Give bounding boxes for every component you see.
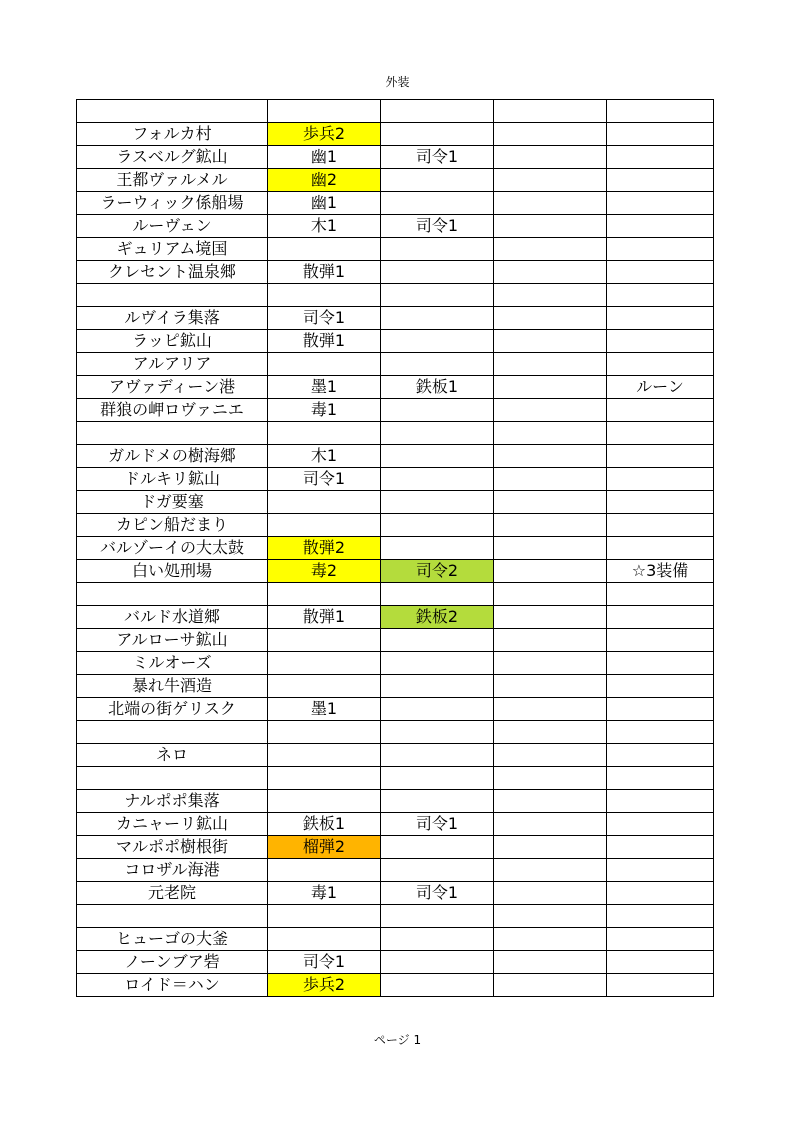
equip-cell-2[interactable]	[381, 675, 494, 698]
equip-cell-3[interactable]	[494, 537, 607, 560]
note-cell[interactable]	[607, 445, 714, 468]
equip-cell-1[interactable]: 木1	[268, 445, 381, 468]
note-cell[interactable]	[607, 330, 714, 353]
location-cell[interactable]: ミルオーズ	[77, 652, 268, 675]
note-cell[interactable]	[607, 192, 714, 215]
note-cell[interactable]	[607, 399, 714, 422]
table-row	[77, 928, 714, 951]
equip-cell-1[interactable]	[268, 859, 381, 882]
note-cell[interactable]	[607, 744, 714, 767]
table-row	[77, 376, 714, 399]
note-cell[interactable]	[607, 261, 714, 284]
equip-cell-3[interactable]	[494, 353, 607, 376]
equip-cell-1[interactable]: 墨1	[268, 376, 381, 399]
equip-cell-3[interactable]	[494, 123, 607, 146]
location-cell[interactable]: 王都ヴァルメル	[77, 169, 268, 192]
note-cell[interactable]	[607, 859, 714, 882]
note-cell[interactable]	[607, 698, 714, 721]
table-row	[77, 353, 714, 376]
table-row	[77, 100, 714, 123]
equip-cell-1[interactable]	[268, 353, 381, 376]
spreadsheet-body	[77, 100, 714, 997]
equip-cell-2[interactable]	[381, 192, 494, 215]
equip-cell-1[interactable]: 司令1	[268, 307, 381, 330]
equip-cell-3[interactable]	[494, 606, 607, 629]
equip-cell-3[interactable]	[494, 859, 607, 882]
equip-cell-1[interactable]: 毒1	[268, 399, 381, 422]
equip-cell-1[interactable]: 幽1	[268, 192, 381, 215]
table-row	[77, 698, 714, 721]
equip-cell-2[interactable]	[381, 744, 494, 767]
table-row	[77, 629, 714, 652]
note-cell[interactable]	[607, 491, 714, 514]
table-row	[77, 882, 714, 905]
equip-cell-3[interactable]	[494, 514, 607, 537]
equip-cell-2[interactable]: 司令1	[381, 882, 494, 905]
equip-cell-2[interactable]	[381, 399, 494, 422]
location-cell[interactable]: ノーンブア砦	[77, 951, 268, 974]
note-cell[interactable]	[607, 169, 714, 192]
page-header-title: 外装	[385, 75, 410, 89]
equip-cell-2[interactable]	[381, 491, 494, 514]
location-cell[interactable]: コロザル海港	[77, 859, 268, 882]
equip-cell-2[interactable]	[381, 859, 494, 882]
equip-cell-1[interactable]	[268, 767, 381, 790]
equip-cell-2[interactable]	[381, 698, 494, 721]
equip-cell-2[interactable]	[381, 583, 494, 606]
note-cell[interactable]	[607, 652, 714, 675]
location-cell[interactable]: ラスベルグ鉱山	[77, 146, 268, 169]
location-cell[interactable]: ラーウィック係船場	[77, 192, 268, 215]
location-cell[interactable]: 元老院	[77, 882, 268, 905]
equip-cell-2[interactable]	[381, 445, 494, 468]
table-row	[77, 491, 714, 514]
table-row	[77, 744, 714, 767]
location-cell[interactable]: 白い処刑場	[77, 560, 268, 583]
note-cell[interactable]	[607, 951, 714, 974]
table-row	[77, 606, 714, 629]
location-cell[interactable]: バルゾーイの大太鼓	[77, 537, 268, 560]
note-cell[interactable]	[607, 514, 714, 537]
table-row	[77, 859, 714, 882]
note-cell[interactable]	[607, 675, 714, 698]
table-row	[77, 399, 714, 422]
table-row	[77, 836, 714, 859]
equip-cell-3[interactable]	[494, 629, 607, 652]
note-cell[interactable]	[607, 468, 714, 491]
table-row	[77, 790, 714, 813]
note-cell[interactable]	[607, 537, 714, 560]
equip-cell-2[interactable]: 司令1	[381, 146, 494, 169]
equip-cell-1[interactable]	[268, 652, 381, 675]
location-cell[interactable]: アルアリア	[77, 353, 268, 376]
equip-cell-3[interactable]	[494, 951, 607, 974]
table-row	[77, 974, 714, 997]
note-cell[interactable]	[607, 307, 714, 330]
equip-cell-3[interactable]	[494, 652, 607, 675]
note-cell[interactable]	[607, 606, 714, 629]
equip-cell-2[interactable]	[381, 905, 494, 928]
equip-cell-3[interactable]	[494, 767, 607, 790]
equip-cell-2[interactable]	[381, 261, 494, 284]
equip-cell-1[interactable]: 散弾1	[268, 261, 381, 284]
equip-cell-1[interactable]	[268, 491, 381, 514]
location-cell[interactable]: アヴァディーン港	[77, 376, 268, 399]
location-cell[interactable]: ナルポポ集落	[77, 790, 268, 813]
location-cell[interactable]	[77, 583, 268, 606]
location-cell[interactable]: ルーヴェン	[77, 215, 268, 238]
note-cell[interactable]	[607, 767, 714, 790]
location-cell[interactable]: ドルキリ鉱山	[77, 468, 268, 491]
equip-cell-1[interactable]	[268, 928, 381, 951]
equip-cell-1[interactable]	[268, 238, 381, 261]
equip-cell-2[interactable]	[381, 284, 494, 307]
equip-cell-2[interactable]	[381, 353, 494, 376]
equip-cell-2[interactable]	[381, 767, 494, 790]
location-cell[interactable]: 北端の街ゲリスク	[77, 698, 268, 721]
note-cell[interactable]	[607, 123, 714, 146]
note-cell[interactable]	[607, 905, 714, 928]
location-cell[interactable]: アルローサ鉱山	[77, 629, 268, 652]
equip-cell-2[interactable]: 鉄板2	[381, 606, 494, 629]
table-row	[77, 192, 714, 215]
table-row	[77, 905, 714, 928]
equip-cell-1[interactable]: 司令1	[268, 468, 381, 491]
spreadsheet-table	[76, 99, 714, 997]
equip-cell-3[interactable]	[494, 813, 607, 836]
note-cell[interactable]	[607, 100, 714, 123]
note-cell[interactable]	[607, 813, 714, 836]
equip-cell-2[interactable]	[381, 721, 494, 744]
equip-cell-3[interactable]	[494, 399, 607, 422]
note-cell[interactable]	[607, 882, 714, 905]
equip-cell-1[interactable]: 幽1	[268, 146, 381, 169]
equip-cell-3[interactable]	[494, 721, 607, 744]
equip-cell-3[interactable]	[494, 698, 607, 721]
note-cell[interactable]	[607, 284, 714, 307]
equip-cell-3[interactable]	[494, 744, 607, 767]
equip-cell-3[interactable]	[494, 146, 607, 169]
equip-cell-2[interactable]	[381, 422, 494, 445]
location-cell[interactable]	[77, 100, 268, 123]
equip-cell-3[interactable]	[494, 192, 607, 215]
location-cell[interactable]: ネロ	[77, 744, 268, 767]
equip-cell-3[interactable]	[494, 790, 607, 813]
note-cell[interactable]	[607, 974, 714, 997]
equip-cell-3[interactable]	[494, 905, 607, 928]
equip-cell-2[interactable]	[381, 238, 494, 261]
equip-cell-2[interactable]	[381, 652, 494, 675]
table-row	[77, 422, 714, 445]
location-cell[interactable]: マルポポ樹根街	[77, 836, 268, 859]
equip-cell-2[interactable]	[381, 974, 494, 997]
equip-cell-2[interactable]	[381, 123, 494, 146]
note-cell[interactable]	[607, 928, 714, 951]
location-cell[interactable]: 暴れ牛酒造	[77, 675, 268, 698]
equip-cell-3[interactable]	[494, 583, 607, 606]
equip-cell-1[interactable]	[268, 721, 381, 744]
equip-cell-2[interactable]: 司令2	[381, 560, 494, 583]
equip-cell-1[interactable]	[268, 514, 381, 537]
equip-cell-2[interactable]	[381, 330, 494, 353]
equip-cell-3[interactable]	[494, 882, 607, 905]
equip-cell-3[interactable]	[494, 307, 607, 330]
location-cell[interactable]	[77, 284, 268, 307]
equip-cell-3[interactable]	[494, 928, 607, 951]
equip-cell-1[interactable]: 榴弾2	[268, 836, 381, 859]
location-cell[interactable]: カニャーリ鉱山	[77, 813, 268, 836]
equip-cell-1[interactable]	[268, 422, 381, 445]
location-cell[interactable]	[77, 905, 268, 928]
table-row	[77, 215, 714, 238]
table-row	[77, 767, 714, 790]
equip-cell-1[interactable]: 木1	[268, 215, 381, 238]
equip-cell-1[interactable]	[268, 583, 381, 606]
location-cell[interactable]: ヒューゴの大釜	[77, 928, 268, 951]
location-cell[interactable]	[77, 422, 268, 445]
equip-cell-3[interactable]	[494, 468, 607, 491]
equip-cell-1[interactable]: 歩兵2	[268, 123, 381, 146]
equip-cell-1[interactable]: 司令1	[268, 951, 381, 974]
table-row	[77, 675, 714, 698]
location-cell[interactable]: ロイド＝ハン	[77, 974, 268, 997]
equip-cell-2[interactable]	[381, 790, 494, 813]
equip-cell-3[interactable]	[494, 836, 607, 859]
table-row	[77, 123, 714, 146]
equip-cell-3[interactable]	[494, 284, 607, 307]
equip-cell-2[interactable]	[381, 537, 494, 560]
equip-cell-2[interactable]	[381, 836, 494, 859]
equip-cell-1[interactable]: 毒2	[268, 560, 381, 583]
location-cell[interactable]: ラッピ鉱山	[77, 330, 268, 353]
equip-cell-2[interactable]	[381, 928, 494, 951]
equip-cell-3[interactable]	[494, 974, 607, 997]
equip-cell-1[interactable]: 散弾1	[268, 330, 381, 353]
note-cell[interactable]	[607, 790, 714, 813]
equip-cell-1[interactable]: 散弾2	[268, 537, 381, 560]
location-cell[interactable]	[77, 767, 268, 790]
location-cell[interactable]: バルド水道郷	[77, 606, 268, 629]
table-row	[77, 652, 714, 675]
table-row	[77, 951, 714, 974]
note-cell[interactable]	[607, 353, 714, 376]
equip-cell-3[interactable]	[494, 422, 607, 445]
equip-cell-1[interactable]: 墨1	[268, 698, 381, 721]
note-cell[interactable]	[607, 238, 714, 261]
table-row	[77, 169, 714, 192]
page-footer-number: ページ 1	[373, 1033, 422, 1047]
equip-cell-3[interactable]	[494, 215, 607, 238]
table-row	[77, 514, 714, 537]
equip-cell-2[interactable]	[381, 169, 494, 192]
note-cell[interactable]: ☆3装備	[607, 560, 714, 583]
table-row	[77, 537, 714, 560]
equip-cell-3[interactable]	[494, 675, 607, 698]
location-cell[interactable]: 群狼の岬ロヴァニエ	[77, 399, 268, 422]
equip-cell-3[interactable]	[494, 445, 607, 468]
location-cell[interactable]: ルヴイラ集落	[77, 307, 268, 330]
location-cell[interactable]: カピン船だまり	[77, 514, 268, 537]
equip-cell-3[interactable]	[494, 238, 607, 261]
table-row	[77, 330, 714, 353]
equip-cell-1[interactable]	[268, 675, 381, 698]
table-row	[77, 238, 714, 261]
table-row	[77, 468, 714, 491]
note-cell[interactable]	[607, 721, 714, 744]
location-cell[interactable]: フォルカ村	[77, 123, 268, 146]
equip-cell-2[interactable]	[381, 514, 494, 537]
equip-cell-1[interactable]	[268, 790, 381, 813]
location-cell[interactable]	[77, 721, 268, 744]
equip-cell-3[interactable]	[494, 169, 607, 192]
equip-cell-2[interactable]: 司令1	[381, 813, 494, 836]
note-cell[interactable]	[607, 583, 714, 606]
equip-cell-1[interactable]	[268, 905, 381, 928]
equip-cell-2[interactable]: 司令1	[381, 215, 494, 238]
equip-cell-1[interactable]	[268, 284, 381, 307]
equip-cell-2[interactable]	[381, 951, 494, 974]
equip-cell-2[interactable]: 鉄板1	[381, 376, 494, 399]
table-row	[77, 307, 714, 330]
equip-cell-1[interactable]: 幽2	[268, 169, 381, 192]
equip-cell-3[interactable]	[494, 100, 607, 123]
equip-cell-2[interactable]	[381, 307, 494, 330]
equip-cell-3[interactable]	[494, 560, 607, 583]
location-cell[interactable]: ドガ要塞	[77, 491, 268, 514]
location-cell[interactable]: ギュリアム境国	[77, 238, 268, 261]
equip-cell-1[interactable]: 歩兵2	[268, 974, 381, 997]
location-cell[interactable]: クレセント温泉郷	[77, 261, 268, 284]
equip-cell-2[interactable]	[381, 629, 494, 652]
table-row	[77, 146, 714, 169]
equip-cell-2[interactable]	[381, 468, 494, 491]
equip-cell-1[interactable]	[268, 744, 381, 767]
note-cell[interactable]	[607, 215, 714, 238]
equip-cell-1[interactable]: 散弾1	[268, 606, 381, 629]
note-cell[interactable]	[607, 836, 714, 859]
equip-cell-3[interactable]	[494, 491, 607, 514]
equip-cell-3[interactable]	[494, 376, 607, 399]
equip-cell-3[interactable]	[494, 330, 607, 353]
equip-cell-1[interactable]	[268, 100, 381, 123]
table-row	[77, 261, 714, 284]
table-row	[77, 445, 714, 468]
equip-cell-1[interactable]	[268, 629, 381, 652]
equip-cell-1[interactable]: 鉄板1	[268, 813, 381, 836]
note-cell[interactable]	[607, 629, 714, 652]
equip-cell-1[interactable]: 毒1	[268, 882, 381, 905]
table-row	[77, 721, 714, 744]
table-row	[77, 813, 714, 836]
equip-cell-2[interactable]	[381, 100, 494, 123]
table-row	[77, 560, 714, 583]
table-row	[77, 284, 714, 307]
note-cell[interactable]	[607, 146, 714, 169]
equip-cell-3[interactable]	[494, 261, 607, 284]
location-cell[interactable]: ガルドメの樹海郷	[77, 445, 268, 468]
note-cell[interactable]	[607, 422, 714, 445]
table-row	[77, 583, 714, 606]
note-cell[interactable]: ルーン	[607, 376, 714, 399]
